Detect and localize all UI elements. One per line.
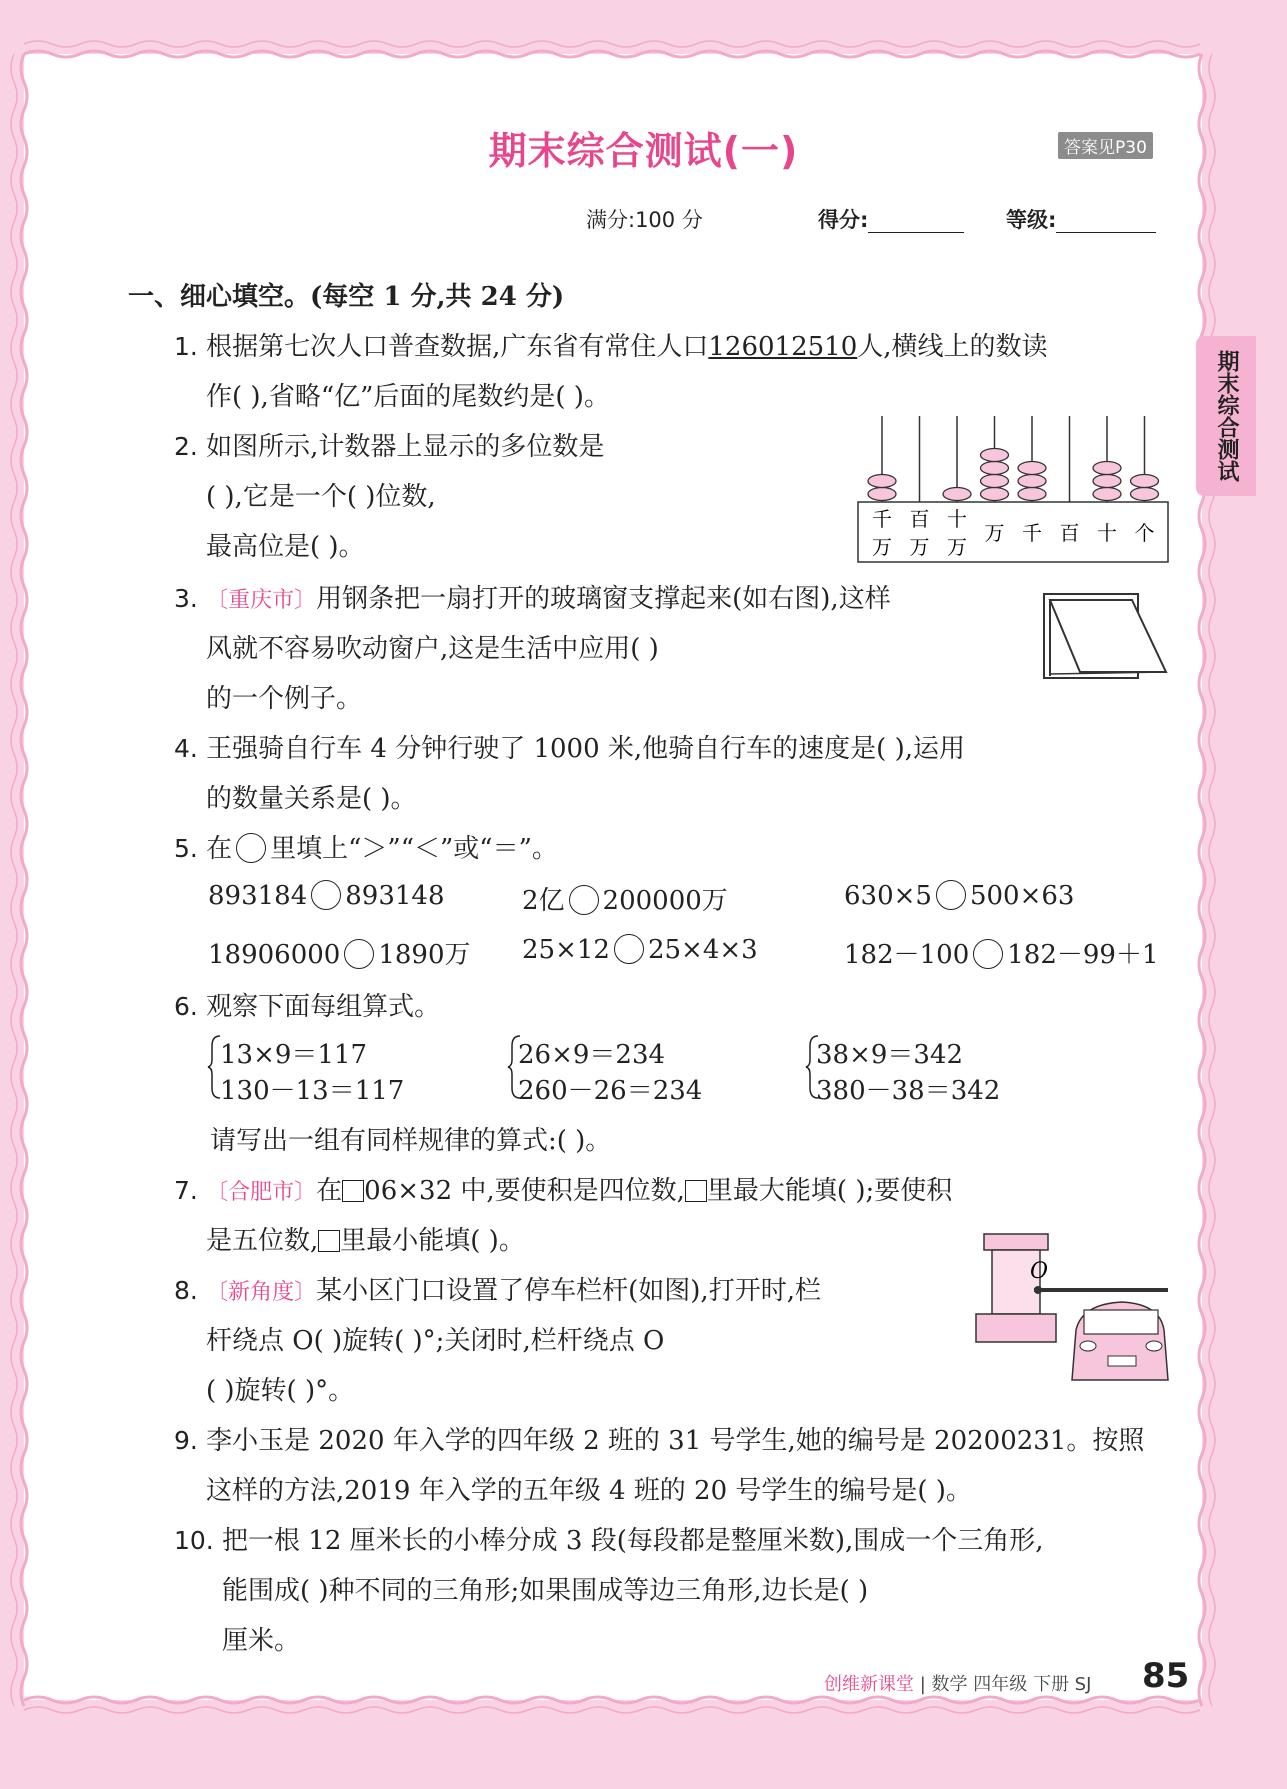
- answer-reference-badge: 答案见P30: [1058, 132, 1153, 159]
- q9-text: 李小玉是 2020 年入学的四年级 2 班的 31 号学生,她的编号是 20200231。按照: [206, 1426, 1145, 1456]
- q5-right: 200000万: [602, 886, 728, 916]
- abacus-bead: [981, 475, 1009, 488]
- abacus-bead: [1093, 488, 1121, 501]
- question-number: 6.: [174, 992, 198, 1021]
- grade-field[interactable]: [1006, 204, 1156, 234]
- q4-text[interactable]: 王强骑自行车 4 分钟行驶了 1000 米,他骑自行车的速度是( ),运用: [206, 734, 965, 764]
- question-5: [174, 828, 558, 865]
- q1-number: 126012510: [708, 332, 858, 362]
- q1-text-2: 人,横线上的数读: [857, 332, 1048, 362]
- grade-label: 等级:: [1006, 208, 1057, 232]
- page-title: 期末综合测试(一): [488, 129, 799, 173]
- q2-line3[interactable]: 最高位是( )。: [206, 532, 365, 562]
- q3-line2[interactable]: 风就不容易吹动窗户,这是生活中应用( ): [206, 634, 659, 664]
- question-number: 3.: [174, 584, 198, 613]
- abacus-label: 万: [872, 535, 892, 559]
- abacus-label: 十: [1097, 521, 1117, 545]
- q3-text: 用钢条把一扇打开的玻璃窗支撑起来(如右图),这样: [316, 584, 891, 614]
- q5-item[interactable]: [208, 880, 445, 911]
- abacus-bead: [868, 475, 896, 488]
- abacus-label: 十: [947, 507, 967, 531]
- q6-equation: 38×9＝342: [816, 1040, 964, 1070]
- q6-equation: 260－26＝234: [518, 1076, 703, 1106]
- window-figure: [1040, 592, 1172, 686]
- parking-barrier-figure: [972, 1230, 1172, 1386]
- abacus-bead: [1018, 475, 1046, 488]
- q3-line3: 的一个例子。: [206, 684, 363, 714]
- q7-text-4: 是五位数,: [206, 1226, 319, 1256]
- q5-left: 25×12: [522, 935, 610, 965]
- abacus-bead: [1131, 475, 1159, 488]
- q5-right: 893148: [345, 881, 445, 911]
- question-10: [174, 1520, 1044, 1557]
- abacus-bead: [1018, 488, 1046, 501]
- page-number: 85: [1142, 1656, 1190, 1696]
- q6-equation: 380－38＝342: [816, 1076, 1001, 1106]
- footer-brand: 创维新课堂: [824, 1674, 914, 1695]
- q10-line2[interactable]: 能围成( )种不同的三角形;如果围成等边三角形,边长是( ): [222, 1576, 869, 1606]
- question-2: [174, 426, 604, 463]
- q2-text: 如图所示,计数器上显示的多位数是: [206, 432, 605, 462]
- q6-line-last[interactable]: 请写出一组有同样规律的算式:( )。: [210, 1126, 612, 1156]
- compare-circle[interactable]: [973, 939, 1003, 969]
- q8-source-tag: 〔新角度〕: [206, 1280, 317, 1305]
- q5-item[interactable]: [522, 934, 758, 965]
- blank-box: [318, 1230, 340, 1252]
- compare-circle[interactable]: [569, 885, 599, 915]
- blank-box: [685, 1180, 707, 1202]
- abacus-bead: [868, 488, 896, 501]
- q5-text: 在: [206, 834, 233, 864]
- question-4: [174, 728, 965, 765]
- abacus-label: 千: [872, 507, 892, 531]
- question-number: 9.: [174, 1426, 198, 1455]
- abacus-label: 百: [1059, 521, 1080, 545]
- q5-right: 25×4×3: [647, 935, 758, 965]
- q1-line2[interactable]: 作( ),省略“亿”后面的尾数约是( )。: [206, 382, 610, 412]
- abacus-figure: [854, 410, 1172, 566]
- footer-info: 数学 四年级 下册 SJ: [931, 1674, 1092, 1695]
- q1-text: 根据第七次人口普查数据,广东省有常住人口: [206, 332, 709, 362]
- score-label: 得分:: [818, 208, 869, 232]
- full-score: 满分:100 分: [586, 208, 703, 232]
- q8-line2[interactable]: 杆绕点 O( )旋转( )°;关闭时,栏杆绕点 O: [206, 1326, 665, 1356]
- question-number: 1.: [174, 332, 198, 361]
- section-title: 一、细心填空。(每空 1 分,共 24 分): [128, 282, 565, 312]
- q10-text: 把一根 12 厘米长的小棒分成 3 段(每段都是整厘米数),围成一个三角形,: [222, 1526, 1044, 1556]
- score-blank[interactable]: [868, 208, 964, 233]
- blank-box: [342, 1180, 364, 1202]
- q5-right: 500×63: [969, 881, 1075, 911]
- q5-item[interactable]: [522, 880, 728, 917]
- abacus-bead: [981, 462, 1009, 475]
- q5-text-2: 里填上“＞”“＜”或“＝”。: [270, 834, 558, 864]
- question-1: [174, 326, 1048, 363]
- point-o-label: O: [1030, 1259, 1049, 1284]
- grade-blank[interactable]: [1056, 208, 1156, 233]
- abacus-bead: [1131, 488, 1159, 501]
- abacus-label: 百: [909, 507, 930, 531]
- abacus-bead: [1018, 462, 1046, 475]
- question-3: [174, 578, 891, 615]
- q5-left: 182－100: [844, 940, 970, 970]
- abacus-label: 万: [909, 535, 930, 559]
- q6-equation: 13×9＝117: [220, 1040, 368, 1070]
- q7-text-3[interactable]: 里最大能填( );要使积: [706, 1176, 953, 1206]
- circle-icon: [236, 833, 266, 863]
- q5-left: 630×5: [844, 881, 932, 911]
- q5-item[interactable]: [844, 880, 1074, 911]
- q9-line2[interactable]: 这样的方法,2019 年入学的五年级 4 班的 20 号学生的编号是( )。: [206, 1476, 972, 1506]
- footer: 创维新课堂 | 数学 四年级 下册 SJ: [824, 1674, 1092, 1695]
- question-number: 5.: [174, 834, 198, 863]
- q6-equation: 130－13＝117: [220, 1076, 405, 1106]
- q5-item[interactable]: [844, 934, 1159, 971]
- q5-left: 893184: [208, 881, 308, 911]
- question-9: [174, 1420, 1144, 1457]
- score-field[interactable]: [818, 204, 964, 234]
- q4-line2[interactable]: 的数量关系是( )。: [206, 784, 417, 814]
- abacus-bead: [943, 488, 971, 501]
- q7-text-5[interactable]: 里最小能填( )。: [340, 1226, 525, 1256]
- q5-right: 1890万: [378, 940, 471, 970]
- q5-right: 182－99＋1: [1007, 940, 1159, 970]
- question-number: 8.: [174, 1276, 198, 1305]
- q7-source-tag: 〔合肥市〕: [206, 1180, 317, 1205]
- q5-left: 18906000: [208, 940, 341, 970]
- q7-line2[interactable]: [206, 1220, 525, 1257]
- q6-equation: 26×9＝234: [518, 1040, 666, 1070]
- abacus-label: 个: [1134, 521, 1155, 545]
- q5-item[interactable]: [208, 934, 471, 971]
- abacus-label: 万: [984, 521, 1005, 545]
- abacus-label: 万: [947, 535, 967, 559]
- abacus-label: 千: [1022, 521, 1042, 545]
- q10-line3: 厘米。: [222, 1626, 301, 1656]
- compare-circle[interactable]: [614, 934, 644, 964]
- abacus-bead: [981, 449, 1009, 462]
- compare-circle[interactable]: [344, 939, 374, 969]
- abacus-bead: [981, 488, 1009, 501]
- question-number: 2.: [174, 432, 198, 461]
- q7-text: 在: [316, 1176, 343, 1206]
- question-number: 10.: [174, 1526, 214, 1555]
- question-number: 4.: [174, 734, 198, 763]
- q6-text: 观察下面每组算式。: [206, 992, 441, 1022]
- question-number: 7.: [174, 1176, 198, 1205]
- question-8: [174, 1270, 821, 1307]
- side-tab: 期末综合测试: [1196, 336, 1256, 496]
- q8-text: 某小区门口设置了停车栏杆(如图),打开时,栏: [316, 1276, 821, 1306]
- compare-circle[interactable]: [936, 880, 966, 910]
- abacus-bead: [1093, 462, 1121, 475]
- abacus-bead: [1093, 475, 1121, 488]
- question-6: [174, 986, 440, 1023]
- compare-circle[interactable]: [311, 880, 341, 910]
- q3-source-tag: 〔重庆市〕: [206, 588, 317, 613]
- question-7: [174, 1170, 952, 1207]
- q7-text-2: 06×32 中,要使积是四位数,: [364, 1176, 685, 1206]
- q2-line2[interactable]: ( ),它是一个( )位数,: [206, 482, 436, 512]
- q5-left: 2亿: [522, 886, 565, 916]
- q8-line3[interactable]: ( )旋转( )°。: [206, 1376, 355, 1406]
